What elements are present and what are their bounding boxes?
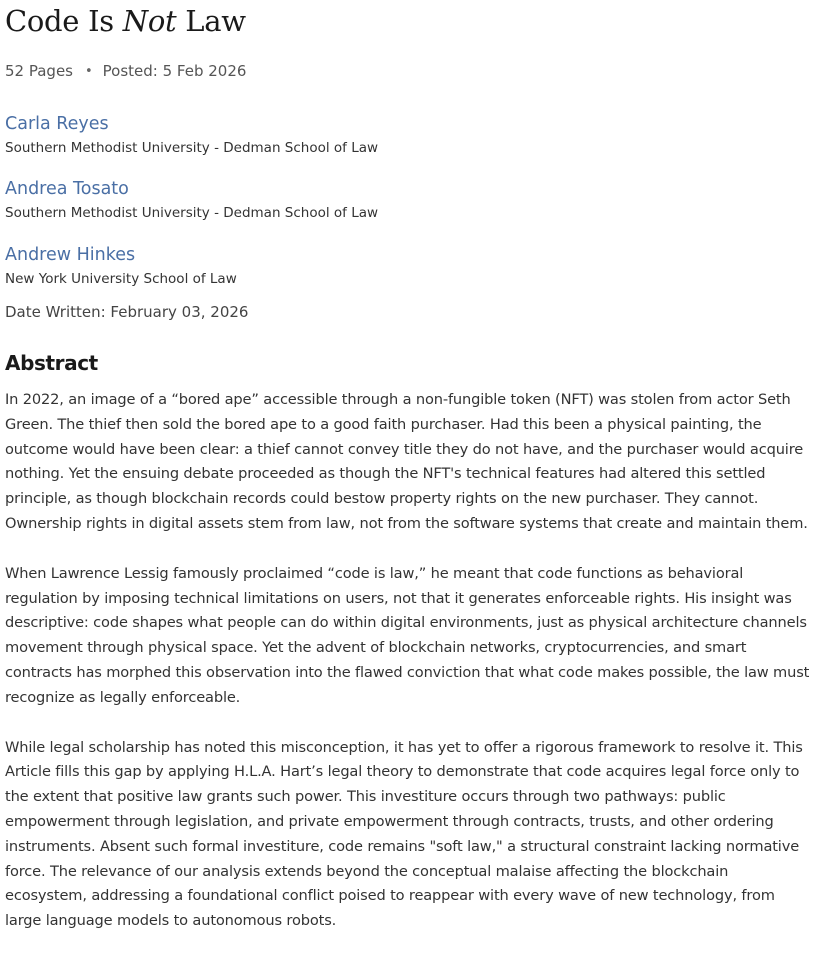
author-affiliation: Southern Methodist University - Dedman School of Law: [5, 205, 379, 221]
author-1: [5, 113, 378, 157]
paper-meta: [5, 62, 246, 80]
abstract-paragraph: While legal scholarship has noted this misconception, it has yet to offer a rigorous framework to resolve it. This Article fills this gap by applying H.L.A. Hart’s legal theory to demonstrate that code acquires legal force only to the extent that positive law grants such power. This investiture occurs through two pathways: public empowerment through legislation, and private empowerment through contracts, trusts, and other ordering instruments. Absent such formal investiture, code remains "soft law," a structural constraint lacking normative force. The relevance of our analysis extends beyond the conceptual malaise affecting the blockchain ecosystem, addressing a foundational conflict poised to reappear with every wave of new technology, from large language models to autonomous robots.: [5, 738, 803, 930]
abstract-paragraph: In 2022, an image of a “bored ape” accessible through a non-fungible token (NFT) was stolen from actor Seth Green. The thief then sold the bored ape to a good faith purchaser. Had this been a physical painting, the outcome would have been clear: a thief cannot convey title they do not have, and the purchaser would acquire nothing. Yet the ensuing debate proceeded as though the NFT's technical features had altered this settled principle, as though blockchain records could bestow property rights on the new purchaser. They cannot. Ownership rights in digital assets stem from law, not from the software systems that create and maintain them.: [5, 391, 808, 532]
title-part-2: Law: [176, 4, 246, 38]
author-link[interactable]: Carla Reyes: [5, 114, 109, 134]
author-affiliation: New York University School of Law: [5, 271, 237, 287]
author-2: [5, 178, 378, 222]
posted-date: Posted: 5 Feb 2026: [102, 62, 247, 80]
paper-title: [5, 4, 246, 38]
date-written: Date Written: February 03, 2026: [5, 303, 249, 321]
title-part-1: Code Is: [5, 4, 123, 38]
abstract-heading: Abstract: [5, 351, 98, 375]
title-italic: Not: [122, 4, 177, 38]
author-link[interactable]: Andrea Tosato: [5, 179, 129, 199]
page-count: 52 Pages: [5, 62, 73, 80]
abstract-body: [5, 388, 811, 959]
abstract-paragraph: When Lawrence Lessig famously proclaimed “code is law,” he meant that code functions as behavioral regulation by imposing technical limitations on users, not that it generates enforceable rights. His insight was descriptive: code shapes what people can do within digital environments, just as physical architecture channels movement through physical space. Yet the advent of blockchain networks, cryptocurrencies, and smart contracts has morphed this observation into the flawed conviction that what code makes possible, the law must recognize as legally enforceable.: [5, 564, 810, 706]
author-3: [5, 244, 237, 288]
author-link[interactable]: Andrew Hinkes: [5, 245, 136, 265]
meta-separator: •: [84, 64, 93, 79]
author-affiliation: Southern Methodist University - Dedman School of Law: [5, 140, 379, 156]
